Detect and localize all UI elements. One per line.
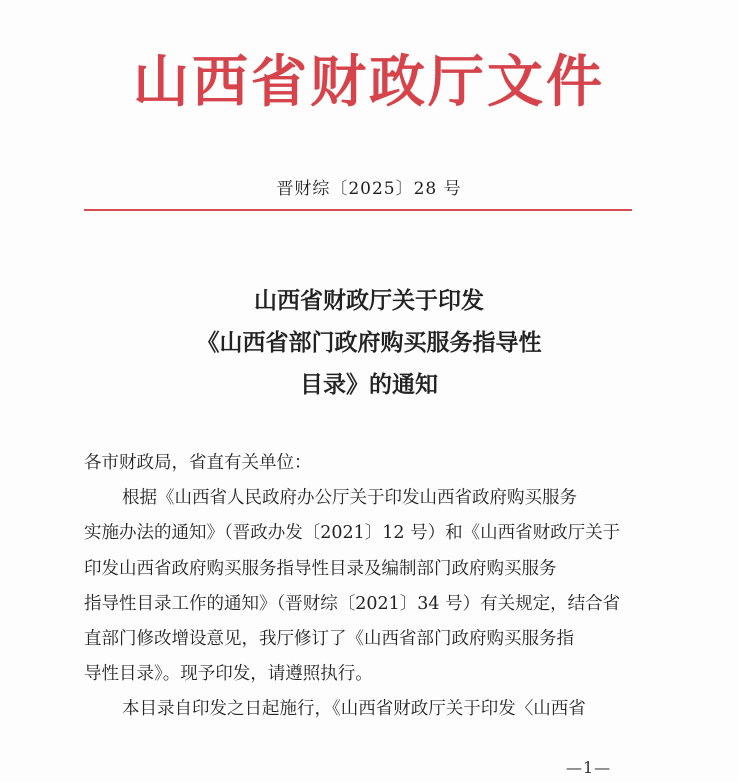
paragraph-1-line-5: 直部门修改增设意见，我厅修订了《山西省部门政府购买服务指	[84, 629, 574, 650]
title-line-1: 山西省财政厅关于印发	[254, 288, 484, 314]
title-line-3: 目录》的通知	[300, 372, 438, 398]
red-separator-line	[84, 209, 632, 211]
masthead-title: 山西省财政厅文件	[133, 50, 605, 115]
document-number: 晋财综〔2025〕28 号	[276, 179, 462, 199]
paragraph-1-line-3: 印发山西省政府购买服务指导性目录及编制部门政府购买服务	[84, 558, 557, 579]
title-line-2: 《山西省部门政府购买服务指导性	[196, 330, 542, 356]
paragraph-1-line-2: 实施办法的通知》（晋政办发〔2021〕12 号）和《山西省财政厅关于	[84, 523, 621, 544]
salutation: 各市财政局，省直有关单位：	[84, 453, 312, 473]
paragraph-1-line-6: 导性目录》。现予印发，请遵照执行。	[84, 664, 373, 685]
paragraph-2-line-1: 本目录自印发之日起施行，《山西省财政厅关于印发〈山西省	[122, 699, 586, 720]
page-number: —1—	[566, 758, 612, 777]
paragraph-1-line-1: 根据《山西省人民政府办公厅关于印发山西省政府购买服务	[122, 488, 577, 509]
notice-title	[0, 280, 738, 406]
paragraph-1-line-4: 指导性目录工作的通知》（晋财综〔2021〕34 号）有关规定，结合省	[84, 593, 621, 614]
notice-body	[84, 446, 636, 728]
